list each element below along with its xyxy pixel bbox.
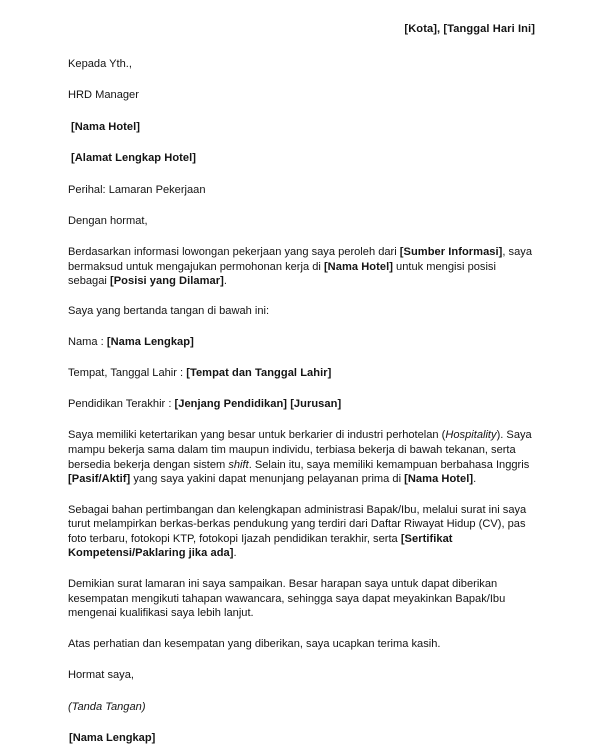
identity-value-name: [Nama Lengkap] bbox=[106, 336, 194, 349]
identity-value-education: [Jenjang Pendidikan] [Jurusan] bbox=[174, 398, 342, 411]
signature-block bbox=[68, 668, 535, 746]
subject-line: Perihal: Lamaran Pekerjaan bbox=[68, 183, 206, 196]
identity-row-name bbox=[68, 335, 535, 350]
qualification-text-1: Saya memiliki ketertarikan yang besar untuk berkarier di industri perhotelan ( bbox=[68, 429, 446, 442]
signature-closing: Hormat saya, bbox=[68, 668, 134, 681]
identity-label-birth: Tempat, Tanggal Lahir : bbox=[68, 367, 187, 380]
identity-intro: Saya yang bertanda tangan di bawah ini: bbox=[68, 304, 270, 317]
recipient-company: [Nama Hotel] bbox=[71, 120, 141, 133]
attachments-text-2: . bbox=[233, 547, 237, 560]
shift-term: shift bbox=[228, 458, 249, 471]
identity-label-education: Pendidikan Terakhir : bbox=[68, 398, 175, 411]
attachments-text-1: Sebagai bahan pertimbangan dan kelengkapan administrasi Bapak/Ibu, melalui surat ini saya turut melampirkan berkas-berkas pendukung yang terdiri dari Daftar Riwayat Hidup (CV), pas foto terbaru, fotokopi KTP, fotokopi Ijazah pendidikan terakhir, serta bbox=[68, 503, 527, 545]
identity-row-education bbox=[68, 397, 535, 412]
identity-row-birth bbox=[68, 366, 535, 381]
greeting-line: Dengan hormat, bbox=[68, 215, 148, 228]
qualification-paragraph bbox=[68, 428, 535, 486]
identity-value-birth: [Tempat dan Tanggal Lahir] bbox=[186, 367, 332, 380]
signature-mark: (Tanda Tangan) bbox=[68, 700, 146, 713]
identity-label-name: Nama : bbox=[68, 336, 107, 349]
recipient-salutation: Kepada Yth., bbox=[68, 57, 132, 70]
qualification-text-5: . bbox=[473, 473, 477, 486]
recipient-address: [Alamat Lengkap Hotel] bbox=[71, 152, 196, 165]
position-placeholder: [Posisi yang Dilamar] bbox=[109, 275, 224, 288]
hotel-name-placeholder-2: [Nama Hotel] bbox=[404, 473, 474, 486]
intro-text-1: Berdasarkan informasi lowongan pekerjaan yang saya peroleh dari bbox=[68, 246, 400, 259]
qualification-text-3: . Selain itu, saya memiliki kemampuan berbahasa Inggris bbox=[248, 458, 530, 471]
hotel-name-placeholder: [Nama Hotel] bbox=[323, 260, 393, 273]
intro-text-4: . bbox=[223, 275, 227, 288]
thanks-line: Atas perhatian dan kesempatan yang diberikan, saya ucapkan terima kasih. bbox=[68, 637, 441, 650]
recipient-role: HRD Manager bbox=[68, 89, 139, 102]
attachments-paragraph bbox=[68, 503, 535, 561]
signature-name: [Nama Lengkap] bbox=[69, 732, 156, 745]
intro-text-2: , saya bermaksud untuk mengajukan permohonan kerja di bbox=[68, 246, 532, 273]
qualification-text-4: yang saya yakini dapat menunjang pelayanan prima di bbox=[130, 473, 405, 486]
intro-text-3: untuk mengisi posisi sebagai bbox=[68, 260, 496, 288]
source-placeholder: [Sumber Informasi] bbox=[399, 246, 503, 259]
closing-paragraph: Demikian surat lamaran ini saya sampaikan. Besar harapan saya untuk dapat diberikan kesempatan mengikuti tahapan wawancara, sehingga saya dapat meyakinkan Bapak/Ibu mengenai kualifikasi saya lebih lanjut. bbox=[68, 578, 506, 620]
certificate-placeholder: [Sertifikat Kompetensi/Paklaring jika ada] bbox=[68, 532, 453, 560]
qualification-text-2: ). Saya mampu bekerja sama dalam tim maupun individu, terbiasa bekerja di bawah tekanan, serta bersedia bekerja dengan sistem bbox=[68, 429, 532, 471]
intro-paragraph bbox=[68, 245, 535, 289]
language-level-placeholder: [Pasif/Aktif] bbox=[68, 473, 131, 486]
hospitality-term: Hospitality bbox=[445, 429, 497, 442]
letter-date-line: [Kota], [Tanggal Hari Ini] bbox=[404, 23, 535, 35]
